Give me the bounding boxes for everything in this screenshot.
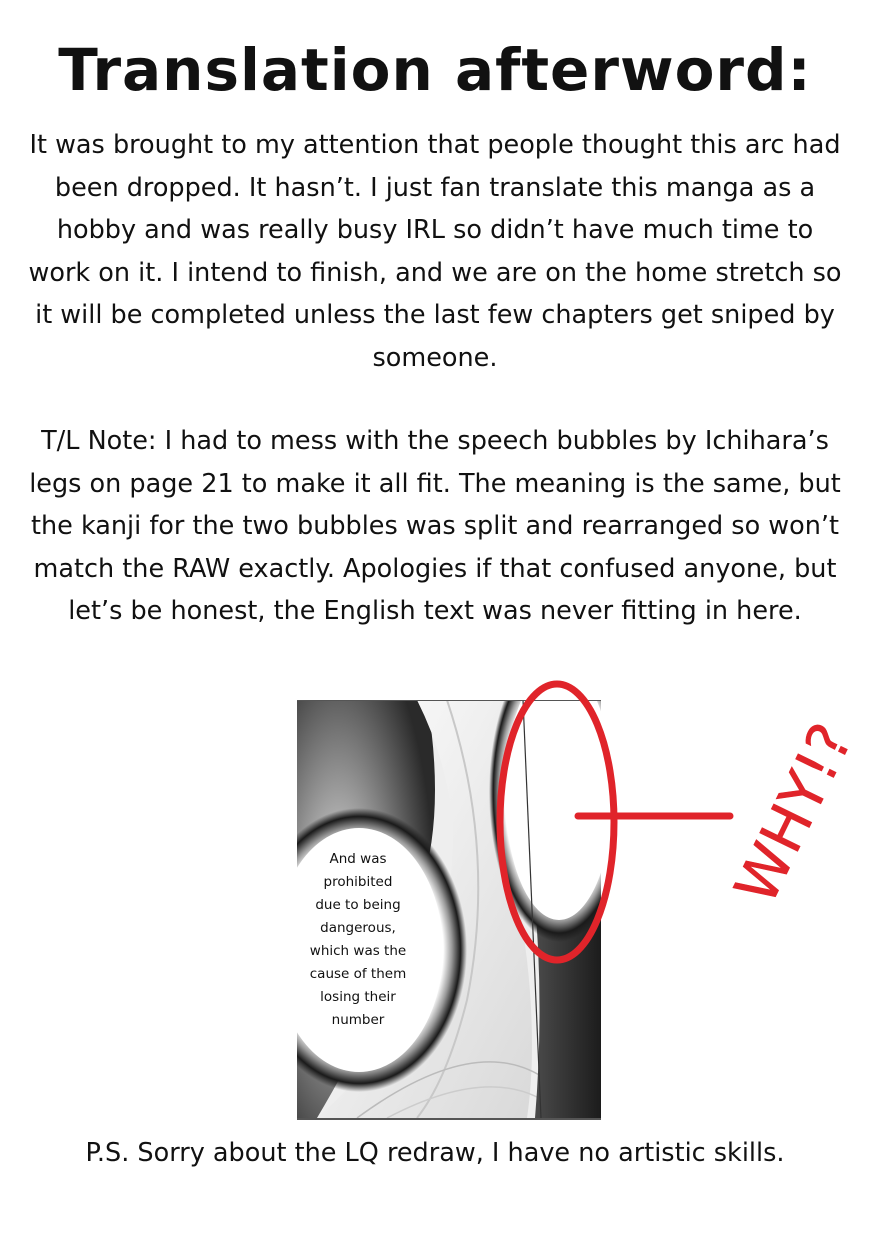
bubble-line: And was [329,851,387,867]
afterword-paragraph: It was brought to my attention that people thought this arc had been dropped. It hasn’t. I just fan translate this manga as a hobby and was really busy IRL so didn’t have much time to work on it. I intend to finish, and we are on the home stretch so it will be completed unless the last few chapters get sniped by someone. [28,130,842,373]
bubble-line: prohibited [323,874,393,890]
tl-note-paragraph: T/L Note: I had to mess with the speech bubbles by Ichihara’s legs on page 21 to make it all fit. The meaning is the same, but the kanji for the two bubbles was split and rearranged so won’t match the RAW exactly. Apologies if that confused anyone, but let’s be honest, the English text was never fitting in here. [29,426,841,626]
bubble-line: dangerous, [320,920,396,936]
speech-bubble-text [299,848,417,1032]
bubble-line: cause of them [309,966,407,982]
bubble-line: which was the [309,943,407,959]
why-annotation-text: WHY!? [721,713,867,915]
bubble-line: number [331,1012,385,1028]
red-annotation [480,670,870,990]
bubble-line: losing their [320,989,396,1005]
postscript: P.S. Sorry about the LQ redraw, I have no artistic skills. [85,1138,785,1168]
red-circle-mark [500,684,614,960]
bubble-line: due to being [315,897,401,913]
page-title: Translation afterword: [58,36,812,104]
